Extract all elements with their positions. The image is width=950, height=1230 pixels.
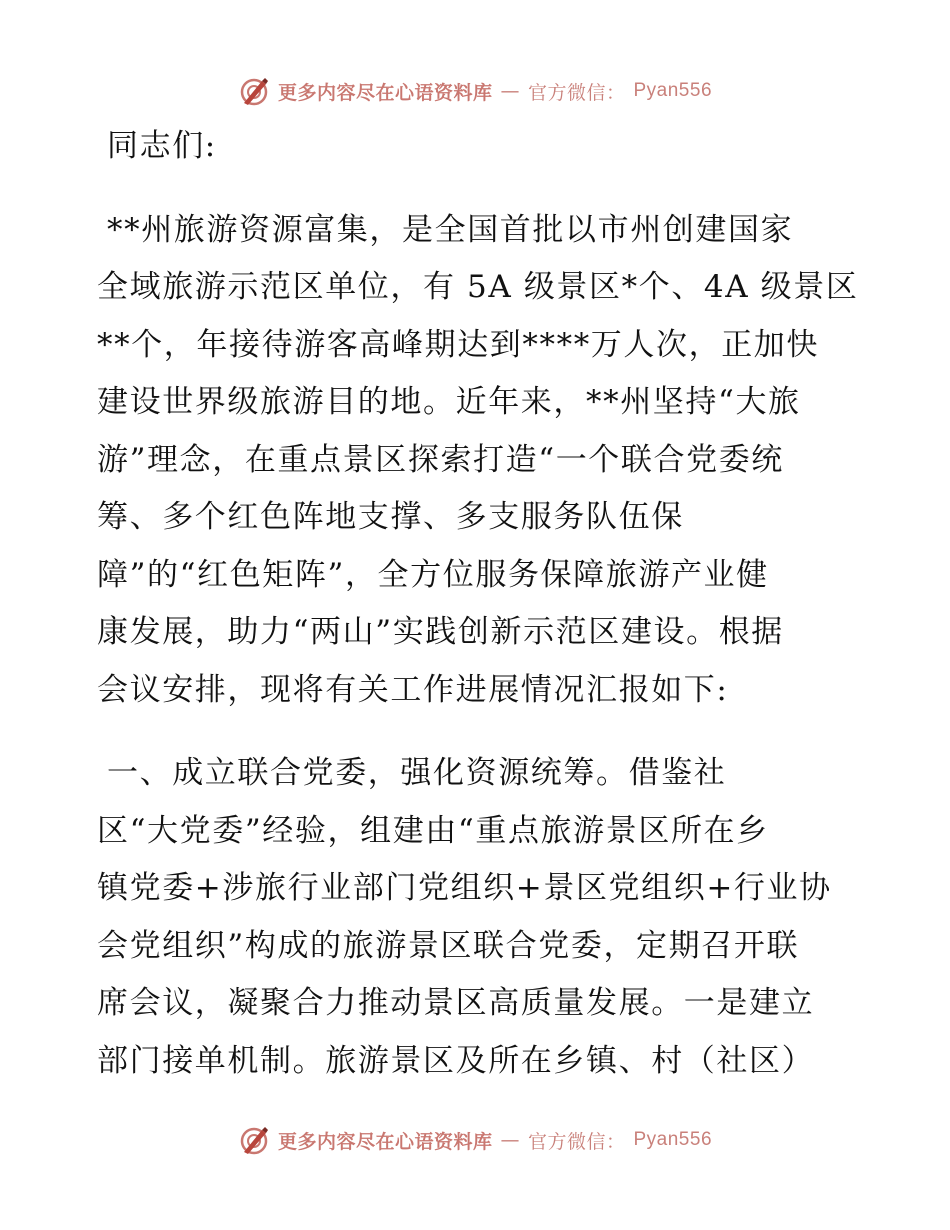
paragraph-1 — [97, 202, 857, 720]
greeting: 同志们: — [107, 128, 217, 164]
paragraph-line: 全域旅游示范区单位，有 5A 级景区*个、4A 级景区 — [97, 269, 859, 305]
footer-watermark — [0, 1120, 950, 1160]
watermark-wechat-id: Pyan556 — [633, 1129, 713, 1150]
paragraph-line: 游”理念，在重点景区探索打造“一个联合党委统 — [97, 441, 784, 478]
watermark-separator: — — [500, 1129, 520, 1151]
paragraph-line: 席会议，凝聚合力推动景区高质量发展。一是建立 — [97, 985, 815, 1021]
paragraph-line: 障”的“红色矩阵”，全方位服务保障旅游产业健 — [97, 556, 769, 593]
watermark-wechat-label: 官方微信： — [527, 1130, 626, 1153]
watermark-main-text: 更多内容尽在心语资料库 — [277, 81, 493, 104]
paragraph-gap — [97, 176, 857, 202]
watermark-wechat-label: 官方微信： — [527, 81, 626, 104]
watermark-separator: — — [500, 80, 520, 102]
paragraph-line: 会党组织”构成的旅游景区联合党委，定期召开联 — [97, 927, 800, 964]
paragraph-gap — [97, 719, 857, 745]
paragraph-line: **州旅游资源富集，是全国首批以市州创建国家 — [107, 211, 794, 248]
pen-logo-icon — [238, 1124, 270, 1156]
paragraph-line: 区“大党委”经验，组建由“重点旅游景区所在乡 — [97, 812, 769, 849]
watermark-main-text: 更多内容尽在心语资料库 — [277, 1130, 493, 1153]
paragraph-line: **个，年接待游客高峰期达到****万人次，正加快 — [97, 326, 819, 363]
paragraph-line: 会议安排，现将有关工作进展情况汇报如下: — [97, 671, 729, 708]
watermark-wechat-id: Pyan556 — [633, 80, 713, 101]
header-watermark — [0, 71, 950, 111]
section-heading-line: 一、成立联合党委，强化资源统筹。借鉴社 — [107, 755, 727, 791]
paragraph-line: 筹、多个红色阵地支撑、多支服务队伍保 — [97, 499, 684, 535]
pen-logo-icon — [238, 75, 270, 107]
paragraph-2 — [97, 745, 857, 1090]
paragraph-line: 康发展，助力“两山”实践创新示范区建设。根据 — [97, 614, 784, 650]
paragraph-line: 建设世界级旅游目的地。近年来，**州坚持“大旅 — [97, 384, 801, 420]
paragraph-line: 镇党委+涉旅行业部门党组织+景区党组织+行业协 — [97, 870, 832, 906]
document-body — [97, 118, 857, 1090]
paragraph-line: 部门接单机制。旅游景区及所在乡镇、村（社区） — [97, 1042, 815, 1079]
